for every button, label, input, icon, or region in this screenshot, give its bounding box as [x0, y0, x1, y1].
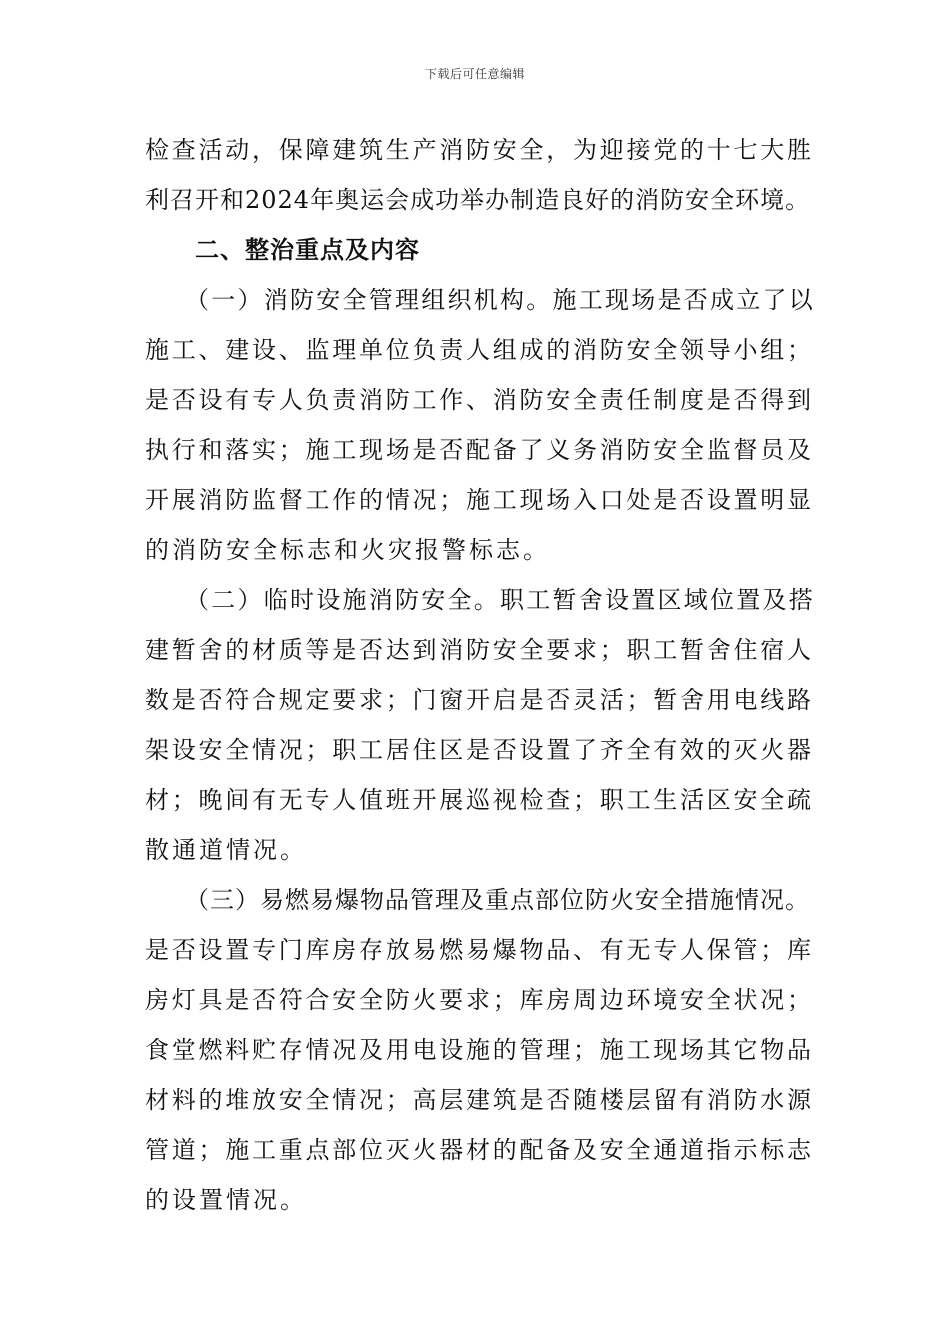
body-line: 是否设有专人负责消防工作、消防安全责任制度是否得到: [145, 386, 814, 414]
body-line: 材料的堆放安全情况；高层建筑是否随楼层留有消防水源: [145, 1086, 814, 1114]
body-line: 开展消防监督工作的情况；施工现场入口处是否设置明显: [145, 486, 814, 514]
body-line: 的设置情况。: [145, 1186, 307, 1214]
body-line: 建暂舍的材质等是否达到消防安全要求；职工暂舍住宿人: [145, 636, 814, 664]
body-line: 检查活动，保障建筑生产消防安全，为迎接党的十七大胜: [145, 136, 814, 164]
body-line: 利召开和2024年奥运会成功举办制造良好的消防安全环境。: [145, 186, 811, 214]
section-heading: 二、整治重点及内容: [195, 236, 420, 264]
paragraph-first-line: （二）临时设施消防安全。职工暂舍设置区域位置及搭: [185, 586, 815, 614]
body-line: 房灯具是否符合安全防火要求；库房周边环境安全状况；: [145, 986, 814, 1014]
body-line: 架设安全情况；职工居住区是否设置了齐全有效的灭火器: [145, 736, 814, 764]
body-line: 材；晚间有无专人值班开展巡视检查；职工生活区安全疏: [145, 786, 814, 814]
body-line: 散通道情况。: [145, 836, 307, 864]
body-line: 执行和落实；施工现场是否配备了义务消防安全监督员及: [145, 436, 814, 464]
body-line: 的消防安全标志和火灾报警标志。: [145, 536, 550, 564]
body-line: 是否设置专门库房存放易燃易爆物品、有无专人保管；库: [145, 936, 814, 964]
paragraph-first-line: （三）易燃易爆物品管理及重点部位防火安全措施情况。: [185, 886, 810, 914]
body-line: 管道；施工重点部位灭火器材的配备及安全通道指示标志: [145, 1136, 814, 1164]
page-header-note: 下载后可任意编辑: [424, 67, 525, 81]
body-line: 食堂燃料贮存情况及用电设施的管理；施工现场其它物品: [145, 1036, 814, 1064]
body-line: 施工、建设、监理单位负责人组成的消防安全领导小组；: [145, 336, 814, 364]
paragraph-first-line: （一）消防安全管理组织机构。施工现场是否成立了以: [185, 286, 815, 314]
body-line: 数是否符合规定要求；门窗开启是否灵活；暂舍用电线路: [145, 686, 814, 714]
